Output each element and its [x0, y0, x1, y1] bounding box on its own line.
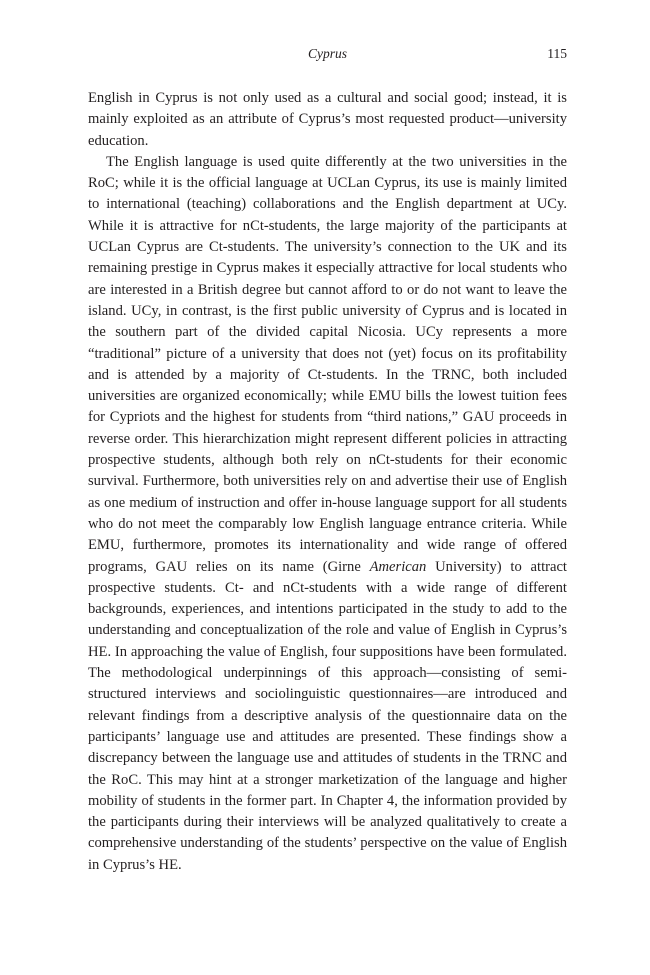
paragraph-1: English in Cyprus is not only used as a cultural and social good; instead, it is mainly exploited as an attribute of Cyprus’s most requested product—university education.: [88, 90, 567, 149]
body-text: [88, 88, 567, 876]
paragraph-2-text-end: University) to attract prospective students. Ct- and nCt-students with a wide range of different backgrounds, experiences, and intentions participated in the study to add to the understanding and conceptualization of the role and value of English in Cyprus’s HE. In approaching the value of English, four suppositions have been formulated. The methodological underpinnings of this approach—consisting of semi-structured interviews and sociolinguistic questionnaires—are introduced and relevant findings from a descriptive analysis of the questionnaire data on the participants’ language use and attitudes are presented. These findings show a discrepancy between the language use and attitudes of students in the TRNC and the RoC. This may hint at a stronger marketization of the language and higher mobility of students in the former part. In Chapter 4, the information provided by the participants during their interviews will be analyzed qualitatively to create a comprehensive understanding of the students’ perspective on the value of English in Cyprus’s HE.: [88, 558, 567, 873]
paragraph-2-text-start: The English language is used quite differently at the two universities in the RoC; while it is the official language at UCLan Cyprus, its use is mainly limited to international (teaching) collaborations and the English department at UCy. While it is attractive for nCt-students, the large majority of the participants at UCLan Cyprus are Ct-students. The university’s connection to the UK and its remaining prestige in Cyprus makes it especially attractive for local students who are interested in a British degree but cannot afford to or do not want to leave the island. UCy, in contrast, is the first public university of Cyprus and is located in the southern part of the divided capital Nicosia. UCy represents a more “traditional” picture of a university that does not (yet) focus on its profitability and is attended by a majority of Ct-students. In the TRNC, both included universities are organized economically; while EMU bills the lowest tuition fees for Cypriots and the highest for students from “third nations,” GAU proceeds in reverse order. This hierarchization might represent different policies in attracting prospective students, although both rely on nCt-students for their economic survival. Furthermore, both universities rely on and advertise their use of English as one medium of instruction and offer in-house language support for all students who do not meet the comparably low English language entrance criteria. While EMU, furthermore, promotes its internationality and wide range of offered programs, GAU relies on its name (Girne: [88, 153, 567, 575]
paragraph-2: [88, 152, 567, 876]
italic-university-name: American: [369, 558, 427, 575]
running-head: [88, 46, 567, 66]
running-title: Cyprus: [307, 46, 347, 61]
page-number: 115: [547, 46, 567, 61]
